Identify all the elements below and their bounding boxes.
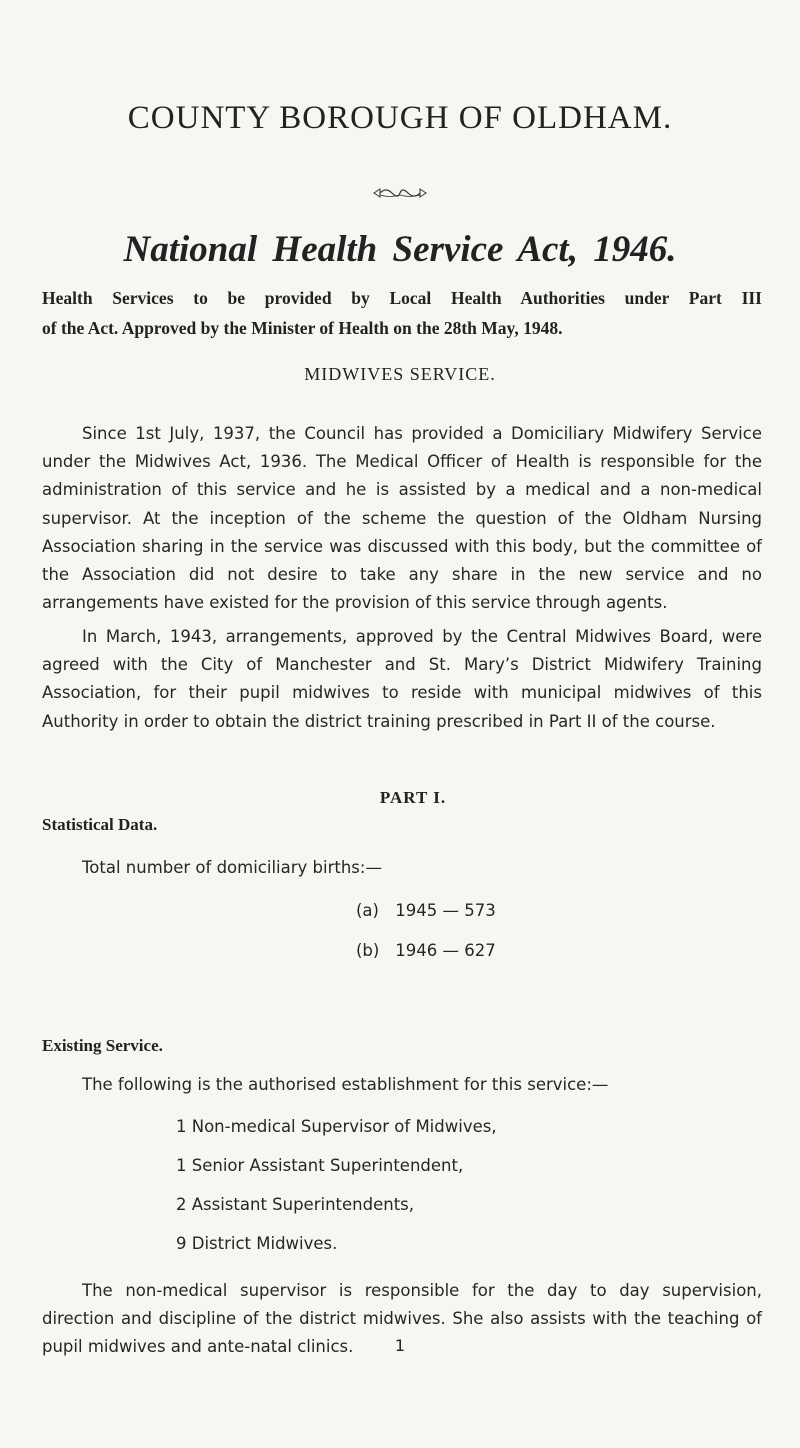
section-heading: MIDWIVES SERVICE.	[304, 364, 496, 384]
staff-item: 2 Assistant Superintendents,	[176, 1195, 415, 1214]
act-title: National Health Service Act, 1946.	[123, 229, 677, 270]
birth-row	[356, 901, 496, 920]
staff-item: 9 District Midwives.	[176, 1234, 338, 1253]
birth-row-label: (b)	[356, 941, 380, 960]
establishment-intro: The following is the authorised establishment for this service:—	[82, 1075, 609, 1094]
birth-row	[356, 941, 496, 960]
births-intro: Total number of domiciliary births:—	[82, 858, 382, 877]
existing-service-heading: Existing Service.	[42, 1036, 163, 1055]
intro-text	[42, 283, 762, 343]
statistical-data-heading: Statistical Data.	[42, 815, 158, 834]
intro-line-2: of the Act. Approved by the Minister of Health on the 28th May, 1948.	[42, 318, 563, 338]
staff-item: 1 Non-medical Supervisor of Midwives,	[176, 1117, 497, 1136]
paragraph-service-history: Since 1st July, 1937, the Council has provided a Domiciliary Midwifery Service under the Midwives Act, 1936. The Medical Officer of Health is responsible for the administration of this service and he is assisted by a medical and a non-medical supervisor. At the inception of the scheme the question of the Oldham Nursing Association sharing in the service was discussed with this body, but the committee of the Association did not desire to take any share in the new service and no arrangements have existed for the provision of this service through agents.	[42, 424, 762, 613]
document-title: COUNTY BOROUGH OF OLDHAM.	[127, 100, 673, 136]
birth-row-label: (a)	[356, 901, 379, 920]
birth-row-value: 1946 — 627	[395, 941, 496, 960]
staff-item: 1 Senior Assistant Superintendent,	[176, 1156, 464, 1175]
part-heading: PART I.	[379, 788, 447, 807]
intro-line-1: Health Services to be provided by Local Health Authorities under Part III	[42, 288, 762, 308]
paragraph-training-arrangements: In March, 1943, arrangements, approved by the Central Midwives Board, were agreed with the City of Manchester and St. Mary’s District Midwifery Training Association, for their pupil midwives to reside with municipal midwives of this Authority in order to obtain the district training prescribed in Part II of the course.	[42, 627, 762, 731]
decorative-ornament	[372, 186, 428, 200]
paragraph-supervisor-duties: The non-medical supervisor is responsible for the day to day supervision, direction and discipline of the district midwives. She also assists with the teaching of pupil midwives and ante-natal clinics.	[42, 1281, 762, 1357]
page-number: 1	[394, 1336, 406, 1355]
birth-row-value: 1945 — 573	[395, 901, 496, 920]
